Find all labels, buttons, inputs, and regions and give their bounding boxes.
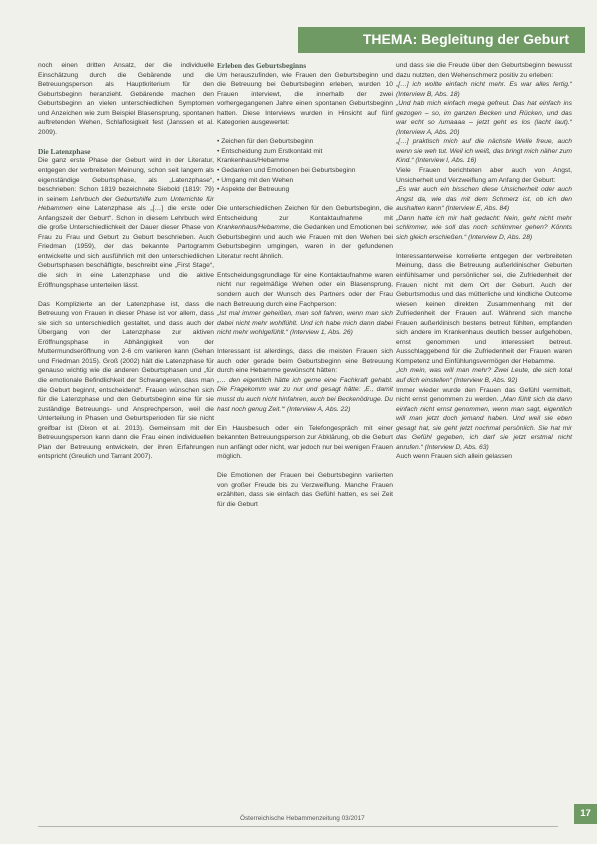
list-item: • Aspekte der Betreuung <box>217 185 393 195</box>
paragraph: Immer wieder wurde den Frauen das Gefühl vermittelt, nicht ernst genommen zu werden. „Man fühlt sich da dann einfach nicht ernst genommen, wenn man sagt, eigentlich will man jetzt doch jemand haben. Und weil sie eben gesagt hat, sie geht jetzt nochmal persönlich. Sie hat mir das Gefühl gegeben, ich darf sie jetzt erstmal nicht anrufen.“ (Interview D, Abs. 63) <box>396 386 572 451</box>
paragraph: Entscheidungsgrundlage für eine Kontaktaufnahme waren nicht nur regelmäßige Wehen oder ein Blasensprung, sondern auch der Wunsch des Partners oder der Frau nach Betreuung durch eine Fachperson: <box>217 271 393 308</box>
section-heading-erleben: Erleben des Geburtsbeginns <box>217 61 307 70</box>
list-item: • Umgang mit den Wehen <box>217 176 393 186</box>
paragraph: Auch wenn Frauen sich allein gelassen <box>396 453 512 461</box>
paragraph: Das Komplizierte an der Latenzphase ist, dass die Betreuung von Frauen in dieser Phase ist vor allem, dass sie sich so unterschiedlich gestaltet, und dass auch der Übergang von der Latenzphase zur aktiven Eröffnungsphase in Abhängigkeit von der Muttermundseröffnung von 2-6 cm variieren kann (Gehan und Friedman 2015). Groß (2002) hält die Latenzphase für genauso wichtig wie die anderen Geburtsphasen und „für die emotionale Befindlichkeit der Schwangeren, dass man die Geburt beginnt, entscheidend“. Frauen wünschen sich für die Latenzphase und den Geburtsbeginn eine für sie zuständige Betreuungs- und Ansprechperson, weil die Unterteilung in Phasen und Geburtsperioden für sie nicht greifbar ist (Dixon et al. 2013). Gemeinsam mit der Betreuungsperson kann dann die Frau einen individuellen Plan der Betreuung entwickeln, der ihren Erfahrungen entspricht (Greulich und Tarrant 2007). <box>38 300 214 461</box>
page-number: 17 <box>574 804 597 824</box>
paragraph: Die Emotionen der Frauen bei Geburtsbeginn variierten von großer Freude bis zu Verzweiflung. Manche Frauen erzählten, dass sie einfach das Gefühl hatten, es sei Zeit für die Geburt <box>217 472 393 508</box>
paragraph: Viele Frauen berichteten aber auch von Angst, Unsicherheit und Verzweiflung am Anfang der Geburt: <box>396 167 572 184</box>
list-item: • Entscheidung zum Erstkontakt mit Krankenhaus/Hebamme <box>217 147 393 166</box>
interview-quote: „Ich mein, was will man mehr? Zwei Leute, die sich total auf dich einstellen“ (Interview B, Abs. 92) <box>396 367 572 384</box>
interview-quote: „Ist mal immer geheißen, man soll fahren, wenn man sich dabei nicht mehr wohlfühlt. Und ich habe mich dann dabei nicht mehr wohlgefühlt.“ (Interview 1, Abs. 26) <box>217 310 393 337</box>
text-column-3 <box>396 61 572 471</box>
paragraph: Interessanterweise korrelierte entgegen der verbreiteten Meinung, dass die Betreuung außerklinischer Geburten einfühlsamer und persönlicher sei, die Zufriedenheit der Frauen nicht mit dem Ort der Geburt. Auch der Geburtsmodus und das mütterliche und kindliche Outcome wiesen keinen direkten Zusammenhang mit der Zufriedenheit der Frauen auf. Während sich manche Frauen außerklinisch bestens betreut fühlten, empfanden sich andere im Krankenhaus deutlich besser aufgehoben, ernst genommen und interessiert betreut. Ausschlaggebend für die Zufriedenheit der Frauen waren Kompetenz und Einfühlungsvermögen der Hebamme. <box>396 252 572 365</box>
paragraph: Interessant ist allerdings, dass die meisten Frauen sich auch oder gerade beim Geburtsbeginn eine Betreuung durch eine Hebamme gewünscht hätten: <box>217 348 393 375</box>
interview-quote: „Es war auch ein bisschen diese Unsicherheit oder auch Angst da, wie das mit dem Schmerz ist, ob ich den aushalten kann“ (Interview E, Abs. 84) <box>396 186 572 213</box>
text-column-2 <box>217 61 393 519</box>
interview-quote: „[…] ich wollte einfach nicht mehr. Es war alles fertig.“ (Interview B, Abs. 18) <box>396 81 572 98</box>
interview-quote: „Dann hatte ich mir halt gedacht: Nein, geht nicht mehr schlimmer, wie soll das noch schlimmer gehen? Könnts sich gleich erschießen.“ (Interview D, Abs. 28) <box>396 214 572 241</box>
paragraph: und dass sie die Freude über den Geburtsbeginn bewusst dazu nutzten, den Wehenschmerz positiv zu erleben: <box>396 62 572 79</box>
section-title: THEMA: Begleitung der Geburt <box>362 31 569 47</box>
section-heading-latenzphase: Die Latenzphase <box>38 146 91 156</box>
paragraph: Ein Hausbesuch oder ein Telefongespräch mit einer bekannten Betreuungsperson zur Abklärung, ob die Geburt nun anfängt oder nicht, war jedoch nur bei wenigen Frauen möglich. <box>217 424 393 461</box>
interview-quote: „Und hab mich einfach mega gefreut. Das hat einfach ins gezogen – so, im ganzen Becken und Rücken, und das war echt so /umaaaa – jetzt geht es los (lacht laut).“ (Interview A, Abs. 20) <box>396 100 572 136</box>
list-item: • Zeichen für den Geburtsbeginn <box>217 137 393 147</box>
journal-footer: Österreichische Hebammenzeitung 03/2017 <box>240 815 365 822</box>
interview-quote: „[…] praktisch mich auf die nächste Welle freue, auch wenn sie weh tut. Weil ich weiß, das bringt mich näher zum Kind.“ (Interview I, Abs. 16) <box>396 138 572 165</box>
book-title: Lehrbuch der Geburtshilfe zum Unterrichte für Hebammen <box>38 195 214 213</box>
paragraph: Die ganz erste Phase der Geburt wird in der Literatur, entgegen der verbreiteten Meinung, schon seit langem als eigenständige Geburtsphase, als „Latenzphase“, beschrieben: Schon 1819 bezeichnete Siebold (1819: 79) in seinem Lehrbuch der Geburtshilfe zum Unterrichte für Hebammen eine Latenzphase als „[…] die erste oder Anfangszeit der Geburt“. Schon in diesem Lehrbuch wird die große Unterschiedlichkeit der Dauer dieser Phase von Frau zu Frau und Geburt zu Geburt beschrieben. Auch Friedman (1959), der das bekannte Partogramm entwickelte und sich ausführlich mit den unterschiedlichen Geburtsphasen beschäftigte, beschreibt eine „First Stage“, die sich in eine Latenzphase und die aktive Eröffnungsphase unterteilen lässt. <box>38 157 214 289</box>
category-list <box>217 137 393 194</box>
list-item: • Gedanken und Emotionen bei Geburtsbeginn <box>217 166 393 176</box>
paragraph: noch einen dritten Ansatz, der die individuelle Einschätzung durch die Gebärende und die Betreuungsperson als Hauptkriterium für den Geburtsbeginn heranzieht. Gebärende machen den Geburtsbeginn an vielen unterschiedlichen Symptomen und Anzeichen wie zum Beispiel Blasensprung, spontanen auftretenden Wehen, Schlaflosigkeit fest (Janssen et al. 2009). <box>38 62 214 136</box>
footer-divider <box>38 826 558 827</box>
section-header-bar <box>298 27 585 53</box>
paragraph: Um herauszufinden, wie Frauen den Geburtsbeginn und die Betreuung bei Geburtsbeginn erleben, wurden 10 Frauen interviewt, die innerhalb der zwei vorhergegangenen Jahre einen spontanen Geburtsbeginn hatten. Diese Interviews wurden in Hinsicht auf fünf Kategorien ausgewertet: <box>217 71 393 127</box>
interview-quote: „… den eigentlich hätte ich gerne eine Fachkraft gehabt. Die Fragekomm war zu nur und gesagt hätte: ‚E., damit musst du auch nicht hinfahren, auch bei Beckenödruge. Du hast noch genug Zeit.‘“ (Interview A, Abs. 22) <box>217 376 393 413</box>
paragraph: Die unterschiedlichen Zeichen für den Geburtsbeginn, die Entscheidung zur Kontaktaufnahme mit Krankenhaus/Hebamme, die Gedanken und Emotionen bei Geburtsbeginn und auch wie Frauen mit den Wehen bei Geburtsbeginn umgingen, waren in der gefundenen Literatur recht ähnlich. <box>217 205 393 260</box>
text-column-1 <box>38 61 214 471</box>
